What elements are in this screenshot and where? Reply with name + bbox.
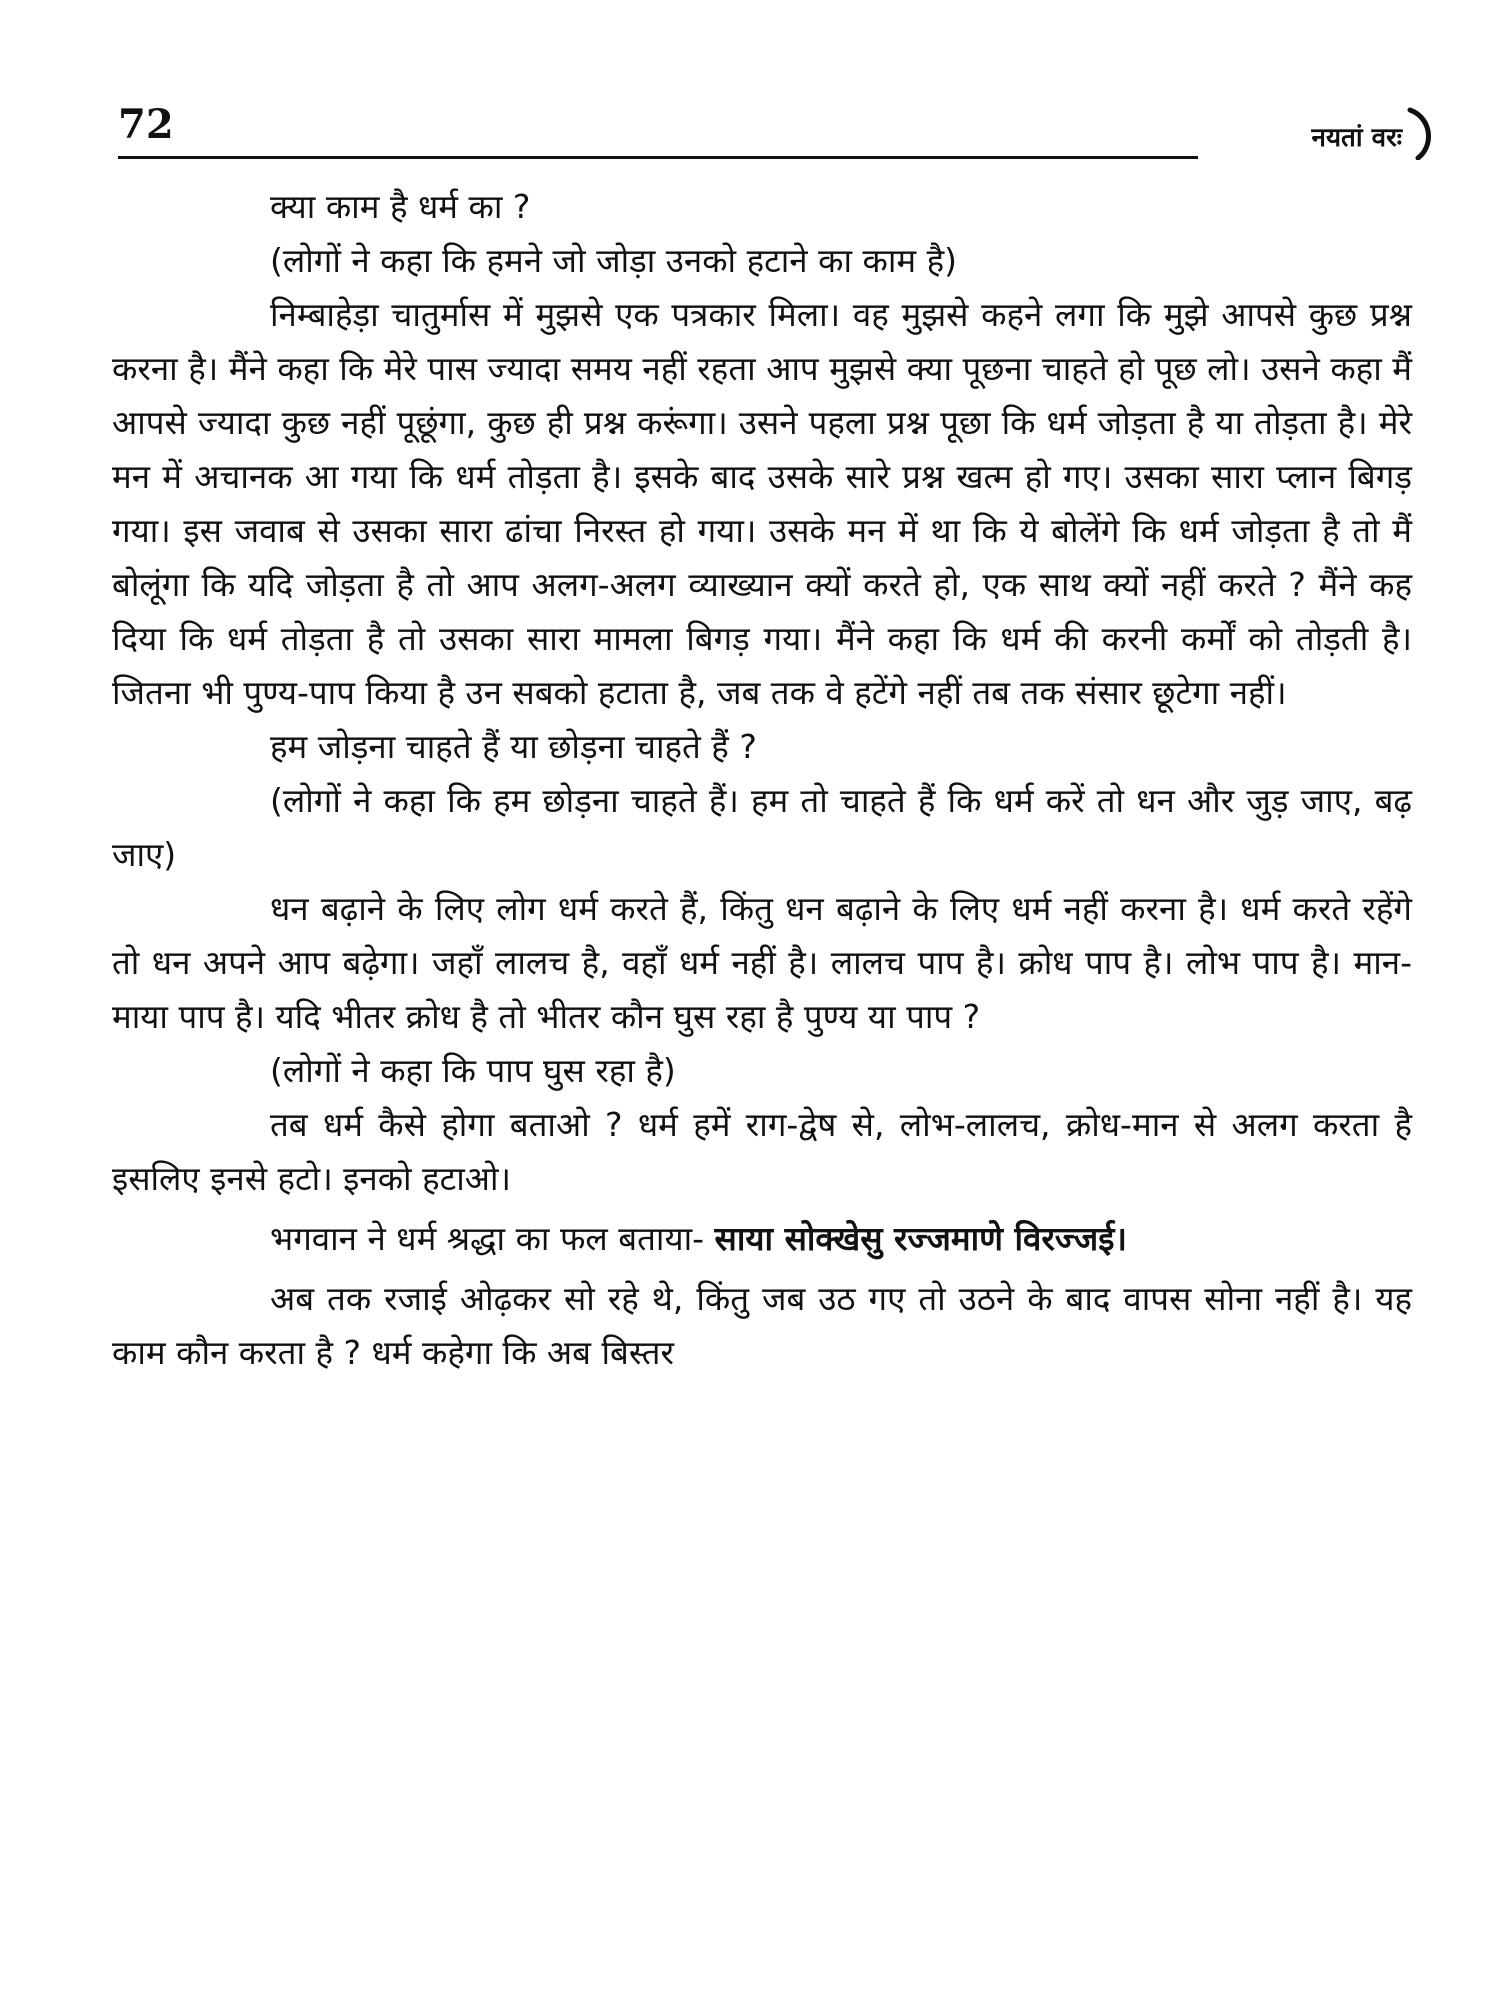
body-text: [112, 180, 1412, 1380]
paragraph-faith-fruit: [112, 1212, 1412, 1266]
page-header: [118, 100, 1438, 160]
paragraph-audience-reply-3: (लोगों ने कहा कि पाप घुस रहा है): [270, 1051, 676, 1090]
paragraph-wealth-greed: धन बढ़ाने के लिए लोग धर्म करते हैं, किंतु धन बढ़ाने के लिए धर्म नहीं करना है। धर्म करते रहेंगे तो धन अपने आप बढ़ेगा। जहाँ लालच है, वहाँ धर्म नहीं है। लालच पाप है। क्रोध पाप है। लोभ पाप है। मान-माया पाप है। यदि भीतर क्रोध है तो भीतर कौन घुस रहा है पुण्य या पाप ?: [112, 889, 1412, 1036]
paragraph-audience-reply-2: (लोगों ने कहा कि हम छोड़ना चाहते हैं। हम तो चाहते हैं कि धर्म करें तो धन और जुड़ जाए, बढ़ जाए): [112, 781, 1412, 874]
prakrit-quote: साया सोक्खेसु रज्जमाणे विरज्जई।: [714, 1219, 1127, 1258]
page-number: 72: [118, 101, 174, 148]
paragraph-question-dharma: क्या काम है धर्म का ?: [270, 187, 531, 226]
paragraph-blanket-sleep: अब तक रजाई ओढ़कर सो रहे थे, किंतु जब उठ गए तो उठने के बाद वापस सोना नहीं है। यह काम कौन करता है ? धर्म कहेगा कि अब बिस्तर: [112, 1279, 1412, 1372]
faith-fruit-text: भगवान ने धर्म श्रद्धा का फल बताया-: [270, 1219, 715, 1258]
header-rule: [118, 156, 1198, 159]
paragraph-journalist-story: निम्बाहेड़ा चातुर्मास में मुझसे एक पत्रकार मिला। वह मुझसे कहने लगा कि मुझे आपसे कुछ प्रश्न करना है। मैंने कहा कि मेरे पास ज्यादा समय नहीं रहता आप मुझसे क्या पूछना चाहते हो पूछ लो। उसने कहा मैं आपसे ज्यादा कुछ नहीं पूछूंगा, कुछ ही प्रश्न करूंगा। उसने पहला प्रश्न पूछा कि धर्म जोड़ता है या तोड़ता है। मेरे मन में अचानक आ गया कि धर्म तोड़ता है। इसके बाद उसके सारे प्रश्न खत्म हो गए। उसका सारा प्लान बिगड़ गया। इस जवाब से उसका सारा ढांचा निरस्त हो गया। उसके मन में था कि ये बोलेंगे कि धर्म जोड़ता है तो मैं बोलूंगा कि यदि जोड़ता है तो आप अलग-अलग व्याख्यान क्यों करते हो, एक साथ क्यों नहीं करते ? मैंने कह दिया कि धर्म तोड़ता है तो उसका सारा मामला बिगड़ गया। मैंने कहा कि धर्म की करनी कर्मों को तोड़ती है। जितना भी पुण्य-पाप किया है उन सबको हटाता है, जब तक वे हटेंगे नहीं तब तक संसार छूटेगा नहीं।: [112, 295, 1412, 712]
running-title: नयतां वरः: [1311, 123, 1402, 153]
paragraph-how-dharma: तब धर्म कैसे होगा बताओ ? धर्म हमें राग-द्वेष से, लोभ-लालच, क्रोध-मान से अलग करता है इसलिए इनसे हटो। इनको हटाओ।: [112, 1105, 1412, 1198]
paragraph-question-join-leave: हम जोड़ना चाहते हैं या छोड़ना चाहते हैं ?: [270, 727, 757, 766]
paragraph-audience-reply-1: (लोगों ने कहा कि हमने जो जोड़ा उनको हटाने का काम है): [270, 241, 957, 280]
header-curve-ornament-icon: [1404, 106, 1438, 160]
